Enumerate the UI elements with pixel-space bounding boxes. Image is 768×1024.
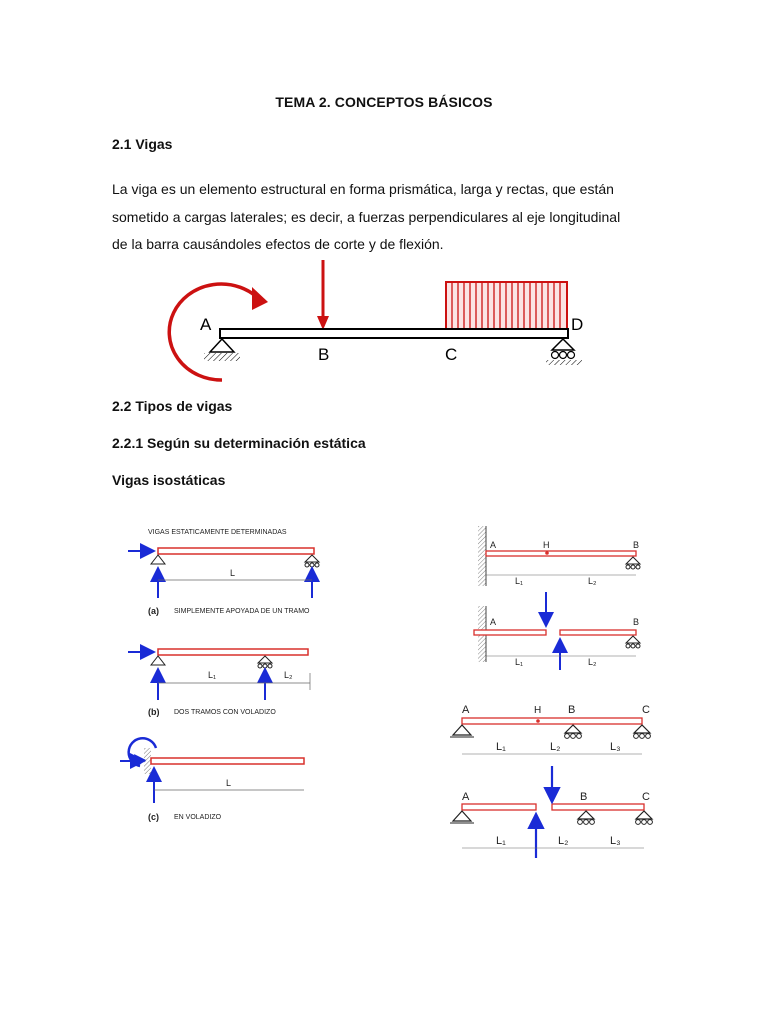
label-a: A — [490, 617, 497, 627]
span-label-a: L — [230, 568, 236, 578]
case-b-caption: DOS TRAMOS CON VOLADIZO — [174, 709, 276, 716]
section-heading-tipos: 2.2 Tipos de vigas — [112, 398, 233, 414]
paragraph-line: sometido a cargas laterales; es decir, a fuerzas perpendiculares al eje longitudinal — [112, 208, 621, 225]
span-label-l1: L₁ — [496, 741, 506, 753]
span-label-l2: L₂ — [558, 835, 569, 847]
label-a: A — [462, 791, 470, 803]
figure-heading: VIGAS ESTATICAMENTE DETERMINADAS — [148, 529, 287, 536]
paragraph-line: La viga es un elemento estructural en forma prismática, larga y rectas, que están — [112, 181, 614, 197]
case-c-label: (c) — [148, 812, 159, 822]
label-d: D — [571, 315, 584, 334]
span-label-l1: L₁ — [496, 835, 506, 847]
label-b: B — [633, 617, 640, 627]
beam-load-diagram — [160, 250, 600, 385]
span-label-l2: L₂ — [588, 576, 597, 586]
span-label-l3: L₃ — [610, 741, 621, 753]
beam-b — [158, 649, 308, 655]
label-c: C — [642, 791, 650, 803]
beam-bottom-right — [552, 804, 644, 810]
label-a: A — [200, 315, 212, 334]
intro-paragraph — [112, 176, 672, 259]
label-h: H — [543, 540, 550, 550]
section-heading-determinacion: 2.2.1 Según su determinación estática — [112, 435, 366, 451]
span-label-c: L — [226, 778, 232, 788]
label-a: A — [462, 704, 470, 716]
pin-support-a — [210, 339, 234, 352]
label-b: B — [568, 704, 576, 716]
page-title: TEMA 2. CONCEPTOS BÁSICOS — [275, 94, 493, 110]
label-b: B — [580, 791, 588, 803]
label-c: C — [642, 704, 650, 716]
label-b: B — [633, 540, 640, 550]
case-a-caption: SIMPLEMENTE APOYADA DE UN TRAMO — [174, 608, 310, 615]
beam-top-left — [474, 630, 546, 635]
label-b: B — [318, 345, 330, 364]
span-label-b2: L₂ — [284, 670, 293, 680]
ground-hatch-d — [546, 360, 582, 365]
span-label-l1: L₁ — [515, 576, 524, 586]
label-h: H — [534, 705, 542, 716]
section-heading-vigas: 2.1 Vigas — [112, 136, 173, 152]
span-label-l3: L₃ — [610, 835, 621, 847]
beam-bottom-left — [462, 804, 536, 810]
beam-bottom — [462, 718, 642, 724]
beam-top — [486, 551, 636, 556]
gerber-beams-figure — [440, 518, 675, 863]
label-a: A — [490, 540, 497, 550]
statically-determinate-beams-figure — [112, 518, 337, 828]
beam-top-right — [560, 630, 636, 635]
span-label-l1: L₁ — [515, 657, 524, 667]
span-label-b1: L₁ — [208, 670, 217, 680]
label-c: C — [445, 345, 458, 364]
ground-hatch-a — [204, 353, 240, 361]
moment-arrowhead — [252, 287, 268, 310]
span-label-l2: L₂ — [550, 741, 561, 753]
paragraph-line: de la barra causándoles efectos de corte y de flexión. — [112, 236, 444, 252]
roller-support-d — [552, 339, 574, 350]
section-heading-isostaticas: Vigas isostáticas — [112, 472, 226, 488]
beam-c — [151, 758, 304, 764]
beam-a — [158, 548, 314, 554]
case-b-label: (b) — [148, 707, 160, 717]
beam — [220, 329, 568, 338]
case-a-label: (a) — [148, 606, 159, 616]
case-c-caption: EN VOLADIZO — [174, 814, 222, 821]
point-load-arrowhead — [317, 316, 329, 330]
span-label-l2: L₂ — [588, 657, 597, 667]
